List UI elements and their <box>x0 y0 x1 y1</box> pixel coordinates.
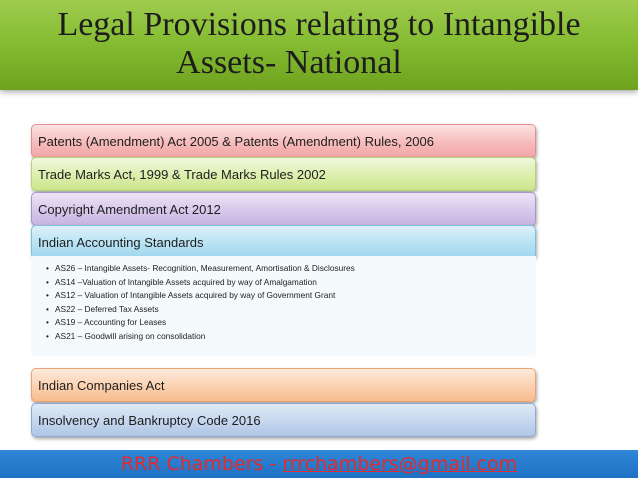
title-banner <box>0 0 638 90</box>
as21-text: AS21 – Goodwill arising on consolidation <box>55 330 206 341</box>
list-item <box>46 303 536 317</box>
list-item <box>46 289 536 303</box>
as19-text: AS19 – Accounting for Leases <box>55 317 167 328</box>
accounting-standards-panel <box>31 256 536 356</box>
companies-act-label: Indian Companies Act <box>38 377 165 393</box>
accounting-standards-list <box>31 256 536 344</box>
bullet-glyph: • <box>46 330 49 341</box>
list-item <box>46 276 536 290</box>
patents-act-item <box>31 124 536 158</box>
list-item <box>46 262 536 276</box>
insolvency-code-label: Insolvency and Bankruptcy Code 2016 <box>38 412 261 428</box>
companies-act-item <box>31 368 536 402</box>
list-item <box>46 316 536 330</box>
bullet-glyph: • <box>46 276 49 287</box>
footer-firm-name: RRR Chambers - <box>120 453 283 475</box>
as14-text: AS14 –Valuation of Intangible Assets acquired by way of Amalgamation <box>55 276 317 287</box>
bullet-glyph: • <box>46 263 49 273</box>
footer-banner <box>0 450 638 478</box>
as22-text: AS22 – Deferred Tax Assets <box>55 303 159 314</box>
copyright-act-item <box>31 192 536 226</box>
as26-text: AS26 – Intangible Assets- Recognition, Measurement, Amortisation & Disclosures <box>55 263 355 273</box>
accounting-standards-item <box>31 225 536 259</box>
footer-email-link[interactable]: rrrchambers@gmail.com <box>282 453 518 475</box>
insolvency-code-item <box>31 403 536 437</box>
accounting-standards-label: Indian Accounting Standards <box>38 234 204 250</box>
bullet-glyph: • <box>46 317 49 328</box>
bullet-glyph: • <box>46 303 49 314</box>
bullet-glyph: • <box>46 290 49 301</box>
trade-marks-act-label: Trade Marks Act, 1999 & Trade Marks Rules 2002 <box>38 166 326 182</box>
page-title <box>0 6 638 82</box>
patents-act-label: Patents (Amendment) Act 2005 & Patents (Amendment) Rules, 2006 <box>38 133 434 149</box>
list-item <box>46 330 536 344</box>
page-title-line-2: Assets- National <box>176 44 402 81</box>
page-title-line-1: Legal Provisions relating to Intangible <box>57 6 581 43</box>
trade-marks-act-item <box>31 157 536 191</box>
as12-text: AS12 – Valuation of Intangible Assets acquired by way of Government Grant <box>55 290 336 301</box>
copyright-act-label: Copyright Amendment Act 2012 <box>38 201 221 217</box>
